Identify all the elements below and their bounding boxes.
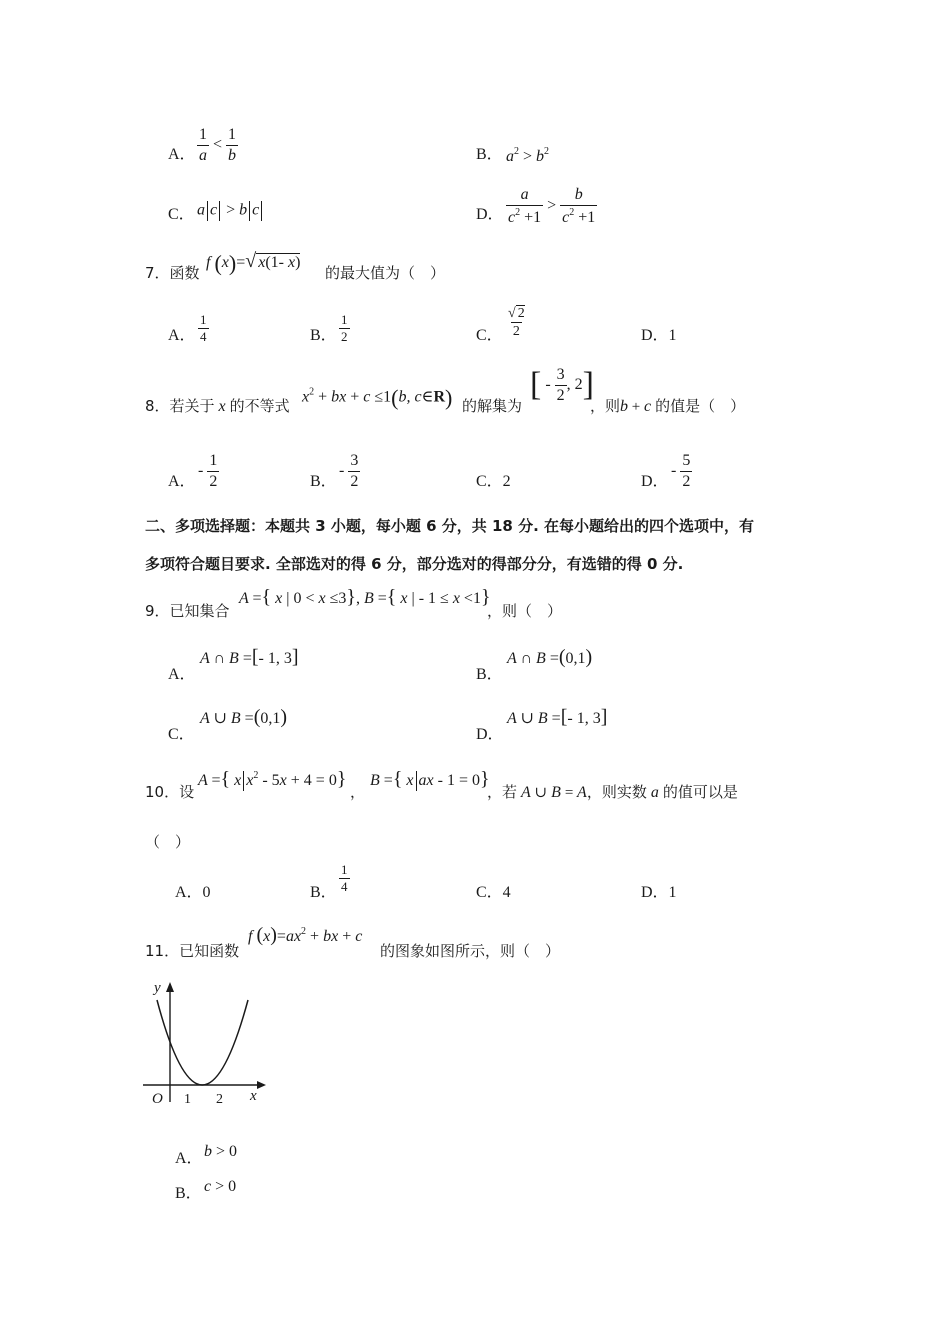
q8-option-d-expr: - $\frac{5}{2}$ bbox=[671, 452, 691, 490]
q10-option-a: A．0 bbox=[175, 884, 211, 901]
q8-option-c: C．2 bbox=[476, 473, 511, 490]
q7-option-c: C． bbox=[476, 327, 503, 344]
q9-option-c-expr: A ∪ B =(0,1) bbox=[200, 706, 288, 728]
q7-option-b-expr: $\frac{1}{2}$ bbox=[341, 312, 348, 345]
x-tick-2: 2 bbox=[216, 1092, 223, 1107]
q11-option-b-expr: c > 0 bbox=[204, 1178, 237, 1195]
q6-option-b: B． bbox=[476, 146, 503, 163]
q8-interval: [ - $\frac{3}{2}$ , 2] bbox=[530, 366, 594, 404]
q10-stem-rest: ，若 A ∪ B = A，则实数 a 的值可以是 bbox=[487, 783, 738, 801]
q10-option-b-expr: $\frac{1}{4}$ bbox=[341, 862, 348, 895]
y-axis-label: y bbox=[154, 980, 161, 996]
q10-option-c: C．4 bbox=[476, 884, 511, 901]
q8-option-b-expr: - $\frac{3}{2}$ bbox=[339, 452, 359, 490]
q11-option-a-expr: b > 0 bbox=[204, 1143, 238, 1160]
q8-option-d: D． bbox=[641, 473, 669, 490]
q8-inequality: $x^2$ + bx + c ≤1(b, c∈R) bbox=[302, 385, 453, 410]
q9-option-d-expr: A ∪ B =[- 1, 3] bbox=[507, 706, 608, 728]
q11-parabola-graph bbox=[138, 972, 278, 1112]
x-axis-label: x bbox=[250, 1088, 257, 1104]
q9-option-c: C． bbox=[168, 726, 195, 743]
q11-stem-suffix: 的图象如图所示，则（ ） bbox=[380, 942, 561, 960]
q10-answer-paren: （ ） bbox=[145, 833, 191, 851]
q9-sets: A ={ x | 0 < x ≤3}, B ={ x | - 1 ≤ x <1} bbox=[239, 586, 491, 608]
q10-option-d: D．1 bbox=[641, 884, 677, 901]
q10-stem-prefix: 10．设 bbox=[145, 783, 195, 801]
q7-option-b: B． bbox=[310, 327, 337, 344]
q8-option-a-expr: - $\frac{1}{2}$ bbox=[198, 452, 218, 490]
q6-option-c: C． bbox=[168, 206, 195, 223]
section-2-instructions-line1: 二、多项选择题：本题共 3 小题，每小题 6 分，共 18 分. 在每小题给出的四个选项中，有 bbox=[145, 517, 755, 535]
q7-option-a-expr: $\frac{1}{4}$ bbox=[200, 312, 207, 345]
y-axis-arrow-icon bbox=[166, 982, 174, 992]
q10-option-b: B． bbox=[310, 884, 337, 901]
q9-option-a-expr: A ∩ B =[- 1, 3] bbox=[200, 646, 299, 668]
section-2-instructions-line2: 多项符合题目要求. 全部选对的得 6 分，部分选对的得部分分，有选错的得 0 分. bbox=[145, 555, 684, 573]
q6-option-b-expr: $a^2 > b^2$ bbox=[506, 146, 550, 165]
x-tick-1: 1 bbox=[184, 1092, 191, 1107]
q7-function: f (x)=√ x(1- x) bbox=[206, 250, 301, 276]
q10-set-b: B ={ x ax - 1 = 0} bbox=[370, 768, 490, 790]
q11-option-a: A． bbox=[175, 1150, 203, 1167]
q8-stem-prefix: 8．若关于 x 的不等式 bbox=[145, 397, 290, 415]
q9-stem-prefix: 9．已知集合 bbox=[145, 602, 230, 620]
q10-set-a: A ={ x $x^2 - 5x + 4 = 0$} bbox=[198, 768, 347, 790]
q7-stem: 7．函数 bbox=[145, 264, 200, 282]
q9-stem-suffix: ，则（ ） bbox=[487, 602, 563, 620]
q6-option-c-expr: a c > b c bbox=[197, 201, 264, 221]
q8-stem-suffix: ，则b + c 的值是（ ） bbox=[590, 397, 746, 415]
q9-option-b-expr: A ∩ B =(0,1) bbox=[507, 646, 593, 668]
q9-option-b: B． bbox=[476, 666, 503, 683]
q6-option-d: D． bbox=[476, 206, 504, 223]
q8-option-a: A． bbox=[168, 473, 196, 490]
q9-option-a: A． bbox=[168, 666, 196, 683]
q10-separator: ， bbox=[350, 783, 366, 801]
q6-option-a: A． bbox=[168, 146, 196, 163]
q11-option-b: B． bbox=[175, 1185, 202, 1202]
q7-stem-suffix: 的最大值为（ ） bbox=[325, 264, 446, 282]
q6-option-a-expr: $\frac{1}{a}$ < $\frac{1}{b}$ bbox=[199, 126, 237, 164]
q7-option-c-expr: $\frac{√ 2}{2}$ bbox=[508, 306, 525, 340]
q11-stem-prefix: 11．已知函数 bbox=[145, 942, 240, 960]
origin-label: O bbox=[152, 1091, 163, 1107]
q9-option-d: D． bbox=[476, 726, 504, 743]
x-axis-arrow-icon bbox=[257, 1081, 266, 1089]
q6-option-d-expr: $\frac{a}{c^2 +1}$ > $\frac{b}{c^2 +1}$ bbox=[508, 186, 596, 226]
q8-stem-mid: 的解集为 bbox=[462, 397, 523, 415]
q7-option-d: D．1 bbox=[641, 327, 677, 344]
q8-option-b: B． bbox=[310, 473, 337, 490]
q11-function: f $(x)=ax^2$ + bx + c bbox=[248, 924, 363, 946]
q7-option-a: A． bbox=[168, 327, 196, 344]
